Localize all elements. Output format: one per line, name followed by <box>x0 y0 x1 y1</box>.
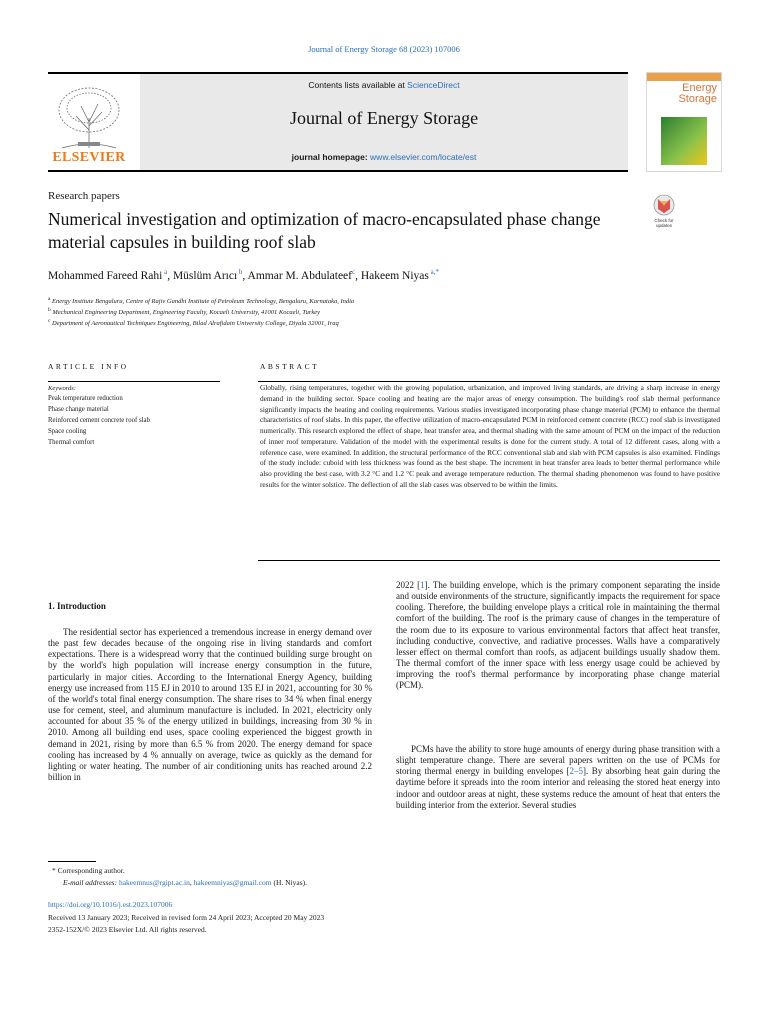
cover-strip <box>647 73 721 81</box>
homepage-label: journal homepage: <box>291 152 371 162</box>
keyword-item: Space cooling <box>48 428 87 435</box>
keyword-item: Peak temperature reduction <box>48 395 123 402</box>
keyword-item: Phase change material <box>48 406 109 413</box>
publisher-wordmark: ELSEVIER <box>52 150 126 165</box>
keywords-label: Keywords: <box>48 385 76 392</box>
email-suffix: (H. Niyas). <box>271 878 307 887</box>
email-separator: , <box>189 878 194 887</box>
paragraph-text: PCMs have the ability to store huge amounts of energy during phase transition with a slight temperature change. There are several papers written on the use of PCMs for storing thermal energy in building envelopes [ <box>396 744 720 777</box>
author-affil-marker[interactable]: b <box>238 268 243 276</box>
check-for-updates-icon[interactable] <box>648 193 680 229</box>
affiliation-c: $^c$ Department of Aeronautical Techniques Engineering, Bilad Alrafidain University College, Diyala 32001, Iraq <box>48 318 339 328</box>
sciencedirect-link[interactable]: ScienceDirect <box>407 80 460 90</box>
body-left-column: The residential sector has experienced a tremendous increase in energy demand over the past few decades because of the ongoing rise in living standards and comfort expectations. There is a widespread worry that the continued building surge brought on by the world's high population will increase energy consumption in the future, particularly in major cities. According to the International Energy Agency, building energy use increased from 115 EJ in 2010 to around 135 EJ in 2021, accounting for 30 % of the world's total final energy consumption. The share rises to 34 % when final energy use for cement, steel, and aluminum manufacture is included. In 2021, electricity only accounted for about 35 % of the energy utilized in buildings, increasing from 30 % in 2010. Among all building end uses, space cooling experienced the biggest growth in demand in 2021, rising by more than 6.5 % from 2020. The energy demand for space cooling has increased by 4 % annually on average, twice as quickly as the demand for lighting or water heating. The number of air conditioning units has reached around 2.2 billion in <box>48 627 372 783</box>
journal-citation-link[interactable]: Journal of Energy Storage 68 (2023) 107006 <box>308 44 460 54</box>
article-title: Numerical investigation and optimization of macro-encapsulated phase change material capsules in building roof slab <box>48 209 601 252</box>
affiliation-a: $^a$ Energy Institute Bengaluru, Centre of Rajiv Gandhi Institute of Petroleum Technology, Bengaluru, Karnataka, India <box>48 296 355 306</box>
body-right-paragraph-1 <box>396 580 720 692</box>
paragraph-text: 2022 [ <box>396 580 421 590</box>
citation-ref-link[interactable]: 1 <box>420 580 425 590</box>
email-addresses-note <box>63 878 307 887</box>
copyright-line: 2352-152X/© 2023 Elsevier Ltd. All rights reserved. <box>48 925 207 934</box>
author-affil-marker[interactable]: a,* <box>430 268 439 276</box>
journal-homepage-line <box>140 152 628 162</box>
citation-ref-link[interactable]: 2–5 <box>569 766 584 777</box>
email-link[interactable]: hakeemniyas@gmail.com <box>193 878 272 887</box>
article-section-type: Research papers <box>48 190 120 202</box>
abstract-top-rule <box>258 381 720 382</box>
article-info-heading: ARTICLE INFO <box>48 362 129 371</box>
paragraph-text: ]. By absorbing heat gain during the daytime before it spreads into the room interior and releasing the stored heat energy into indoor and outdoor areas at night, these systems reduce the amount of heat that enters the building interior from the exterior. Several studies <box>396 766 720 810</box>
keyword-item: Thermal comfort <box>48 439 95 446</box>
author-affil-marker[interactable]: c <box>351 268 356 276</box>
svg-text:updates: updates <box>655 223 673 228</box>
email-link[interactable]: hakeemnus@rgipt.ac.in <box>118 878 190 887</box>
author-name[interactable]: Müslüm Arıcı <box>172 269 238 282</box>
introduction-heading: 1. Introduction <box>48 601 106 611</box>
cover-title-line1: Energy <box>682 82 717 94</box>
author-name[interactable]: Hakeem Niyas <box>360 269 429 282</box>
affiliation-b: $^b$ Mechanical Engineering Department, Engineering Faculty, Kocaeli University, 41001 Kocaeli, Turkey <box>48 307 321 317</box>
cover-title <box>655 83 717 105</box>
journal-title: Journal of Energy Storage <box>289 108 479 128</box>
author-affil-marker[interactable]: a <box>164 268 168 276</box>
contents-prefix: Contents lists available at <box>308 80 408 90</box>
paragraph-text: ]. The building envelope, which is the primary component separating the inside and outside environments of the structure, significantly impacts the requirement for space cooling. Therefore, the building envelope plays a critical role in maintaining the thermal comfort of the building. The roof is the primary cause of changes in the temperature of the room due to its exposure to various environmental factors that affect heat transfer, including conductive, convective, and radiative processes. Walls have a comparatively lesser effect on thermal comfort than roofs, as adjacent buildings usually shadow them. The thermal comfort of the inner space with less energy usage could be achieved by improving the roof's thermal performance by incorporating phase change material (PCM). <box>396 580 721 691</box>
header-bottom-rule <box>48 170 628 172</box>
corresponding-author-note: * Corresponding author. <box>52 866 125 875</box>
cover-title-line2: Storage <box>678 93 717 105</box>
article-info-rule <box>48 381 220 382</box>
body-right-paragraph-2 <box>396 744 720 811</box>
abstract-bottom-rule <box>258 560 720 561</box>
author-name[interactable]: Ammar M. Abdulateef <box>247 269 352 282</box>
keyword-item: Reinforced cement concrete roof slab <box>48 417 150 424</box>
abstract-text: Globally, rising temperatures, together with the growing population, urbanization, and improved living standards, are driving a sharp increase in energy demand in the building sector. Space cooling and heating are the major areas of energy consumption. The building's roof slab thermal performance significantly impacts the heating and cooling requirements. Various studies investigated incorporating phase change material (PCM) to enhance the thermal characteristics of roof slabs. In this paper, the effective utilization of macro-encapsulated PCM in reinforced cement concrete (RCC) roof slab is investigated numerically. This research explored the effect of shape, heat transfer area, and thermal shading with the same amount of PCM on the impact of the reduction of inner roof temperature. Validation of the model with the experimental results is done for the current study. A total of 12 different cases, along with a reference case, were examined. In addition, the structural performance of the RCC conventional slab and slab with PCM capsules is also examined. Findings of the study include: cuboid with less thickness was found as the best shape. The increment in heat transfer area leads to better thermal performance while also providing the best case, with 3.2 °C and 1.2 °C peak and average temperature reduction. The thermal shading phenomenon was found to have positive results for the winter solstice. The deflection of all the slab cases was observed to be within the limits. <box>260 383 720 489</box>
author-name[interactable]: Mohammed Fareed Rahi <box>48 269 163 282</box>
abstract-heading: ABSTRACT <box>260 362 320 371</box>
svg-text:Check for: Check for <box>654 218 674 223</box>
author-list: Mohammed Fareed Rahi $^a$, Müslüm Arıcı $^b$, Ammar M. Abdulateef$^c$, Hakeem Niyas $^{a,*}$ <box>48 268 439 282</box>
cover-image <box>661 117 707 165</box>
received-dates: Received 13 January 2023; Received in revised form 24 April 2023; Accepted 20 May 2023 <box>48 913 325 922</box>
contents-line <box>140 80 628 90</box>
email-label: E-mail addresses: <box>63 878 118 887</box>
footnote-rule <box>48 861 96 862</box>
homepage-link[interactable]: www.elsevier.com/locate/est <box>370 152 477 162</box>
journal-cover-thumbnail[interactable] <box>646 72 722 172</box>
doi-link[interactable]: https://doi.org/10.1016/j.est.2023.107006 <box>48 900 173 909</box>
